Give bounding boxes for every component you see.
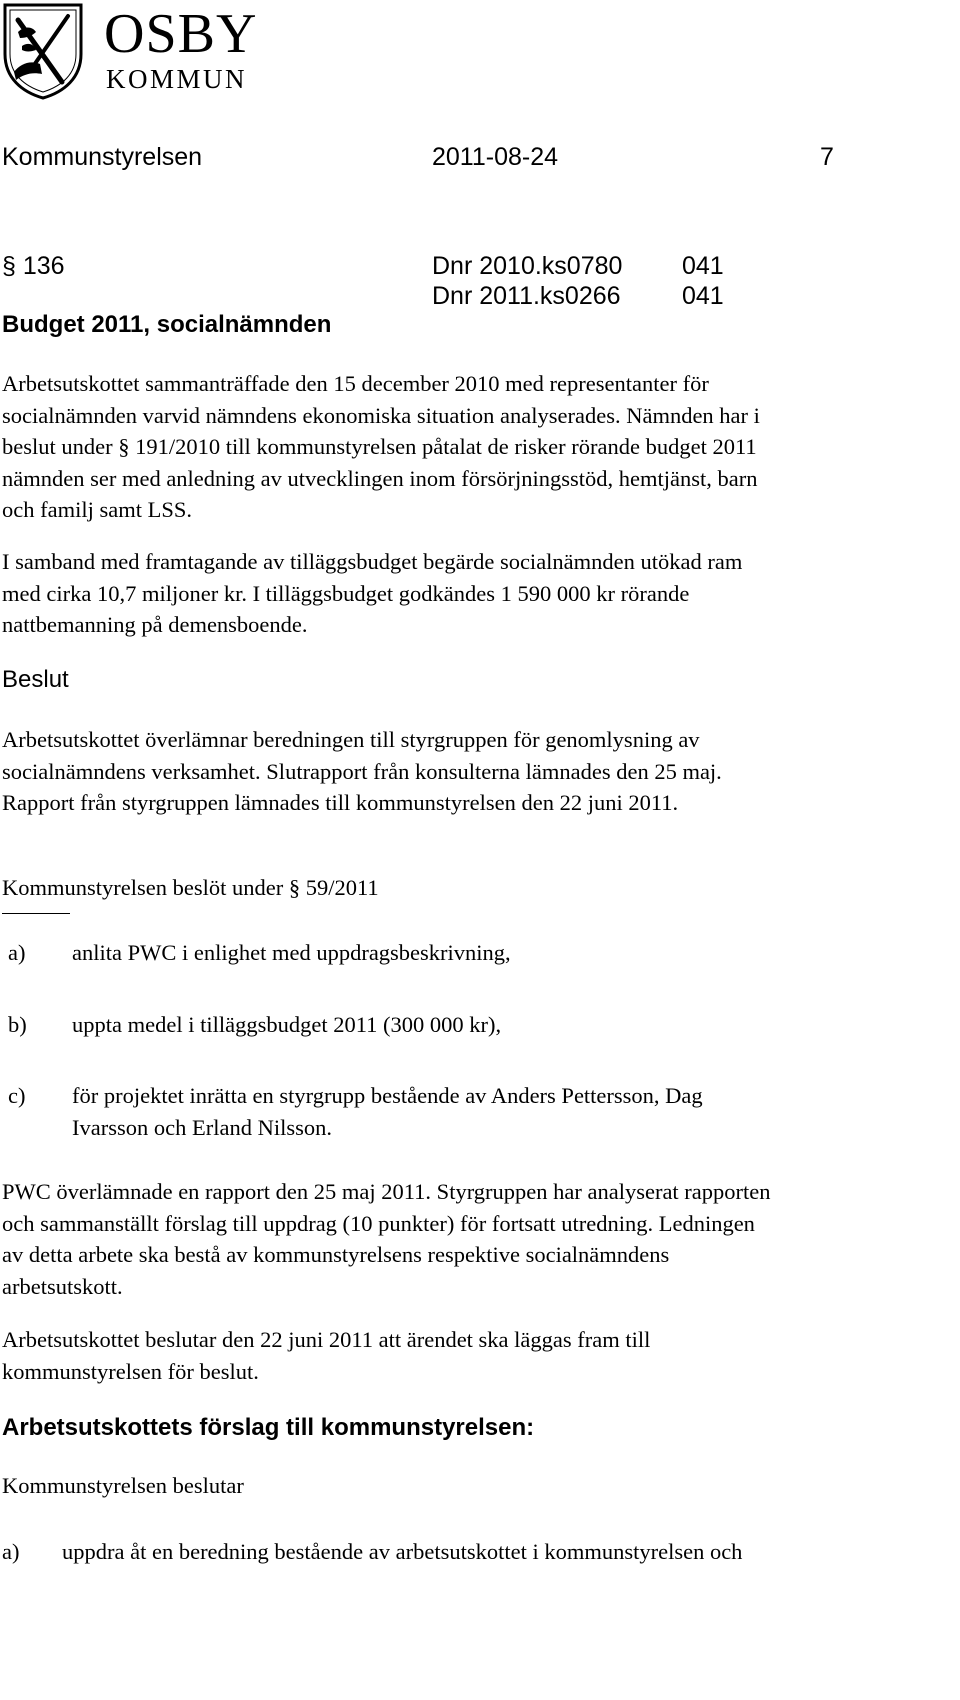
text-line: anlita PWC i enlighet med uppdragsbeskrivning, <box>72 940 511 965</box>
logo-subtitle: KOMMUN <box>106 64 248 94</box>
list-label-a: a) <box>8 940 26 965</box>
list-item-b <box>72 1009 952 1041</box>
list-item-a <box>72 937 952 969</box>
logo-name: OSBY <box>104 3 258 65</box>
header-body: Kommunstyrelsen <box>2 143 203 171</box>
dnr-2: Dnr 2011.ks0266 <box>432 282 621 310</box>
separator-rule <box>2 913 70 914</box>
text-line: nattbemanning på demensboende. <box>2 612 308 637</box>
paragraph-pwc <box>2 1176 952 1302</box>
page-number: 7 <box>820 143 834 171</box>
paragraph-ks-beslutar <box>2 1470 952 1502</box>
final-item-text <box>62 1536 942 1568</box>
text-line: kommunstyrelsen för beslut. <box>2 1358 259 1384</box>
section-number: § 136 <box>2 252 65 280</box>
dnr-1: Dnr 2010.ks0780 <box>432 252 623 280</box>
paragraph-au-beslutar <box>2 1324 952 1387</box>
text-line: av detta arbete ska bestå av kommunstyrelsens respektive socialnämndens <box>2 1242 670 1267</box>
text-line: med cirka 10,7 miljoner kr. I tilläggsbudget godkändes 1 590 000 kr rörande <box>2 580 690 606</box>
dnr-code-2: 041 <box>682 282 724 310</box>
text-line: Rapport från styrgruppen lämnades till kommunstyrelsen den 22 juni 2011. <box>2 790 679 815</box>
text-line: nämnden ser med anledning av utvecklingen inom försörjningsstöd, hemtjänst, barn <box>2 465 758 491</box>
text-line: uppdra åt en beredning bestående av arbetsutskottet i kommunstyrelsen och <box>62 1539 743 1564</box>
text-line: socialnämndens verksamhet. Slutrapport från konsulterna lämnades den 25 maj. <box>2 758 722 784</box>
text-line: arbetsutskott. <box>2 1273 123 1299</box>
dnr-code-1: 041 <box>682 252 724 280</box>
section-title: Budget 2011, socialnämnden <box>2 311 332 338</box>
list-label-c: c) <box>8 1083 26 1108</box>
text-line: socialnämnden varvid nämndens ekonomiska situation analyserades. Nämnden har i <box>2 402 760 428</box>
text-line: och familj samt LSS. <box>2 497 192 522</box>
list-label-b: b) <box>8 1012 27 1037</box>
text-line: Arbetsutskottet sammanträffade den 15 december 2010 med representanter för <box>2 371 709 396</box>
text-line: PWC överlämnade en rapport den 25 maj 2011. Styrgruppen har analyserat rapporten <box>2 1179 771 1204</box>
text-line: I samband med framtagande av tilläggsbudget begärde socialnämnden utökad ram <box>2 549 743 574</box>
municipal-coat-of-arms-icon <box>2 2 84 100</box>
paragraph-beslut <box>2 724 952 819</box>
header-date: 2011-08-24 <box>432 143 559 171</box>
text-line: Arbetsutskottet överlämnar beredningen till styrgruppen för genomlysning av <box>2 727 700 752</box>
beslut-heading: Beslut <box>2 666 69 693</box>
text-line: Arbetsutskottet beslutar den 22 juni 2011 att ärendet ska läggas fram till <box>2 1327 651 1352</box>
paragraph-tillaggsbudget <box>2 546 952 641</box>
forslag-heading: Arbetsutskottets förslag till kommunstyrelsen: <box>2 1414 535 1441</box>
text-line: Kommunstyrelsen beslöt under § 59/2011 <box>2 875 379 900</box>
text-line: för projektet inrätta en styrgrupp bestående av Anders Pettersson, Dag <box>72 1083 703 1108</box>
text-line: och sammanställt förslag till uppdrag (10 punkter) för fortsatt utredning. Ledningen <box>2 1210 755 1236</box>
final-item-label: a) <box>2 1539 20 1564</box>
text-line: uppta medel i tilläggsbudget 2011 (300 000 kr), <box>72 1012 502 1037</box>
text-line: Ivarsson och Erland Nilsson. <box>72 1114 332 1140</box>
list-item-c <box>72 1080 952 1143</box>
paragraph-intro <box>2 368 952 526</box>
paragraph-ks-beslot <box>2 872 952 904</box>
text-line: Kommunstyrelsen beslutar <box>2 1473 244 1498</box>
text-line: beslut under § 191/2010 till kommunstyrelsen påtalat de risker rörande budget 2011 <box>2 434 757 459</box>
